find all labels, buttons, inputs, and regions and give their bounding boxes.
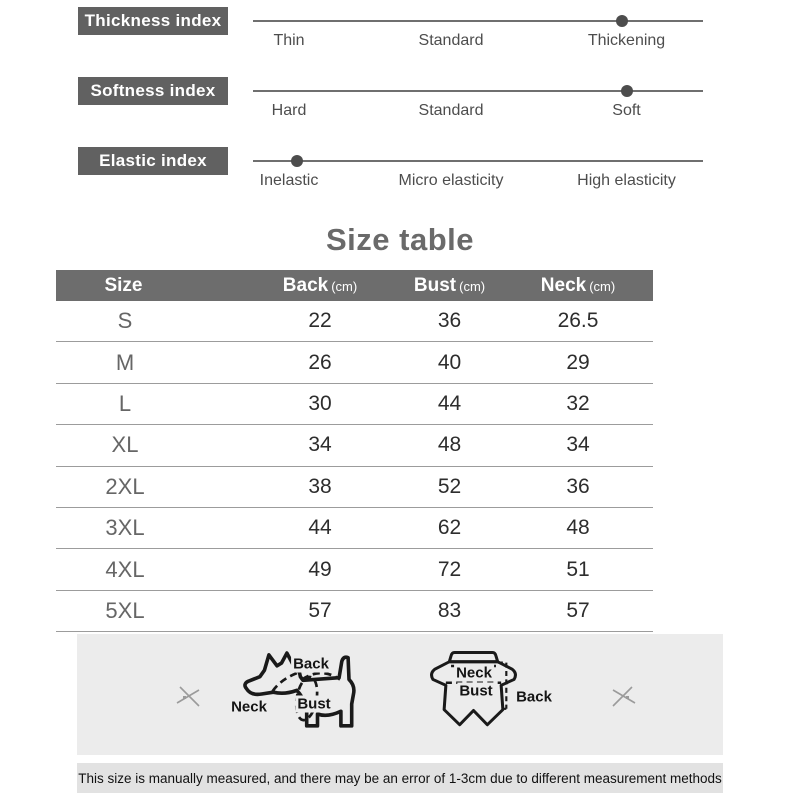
table-row: L 30 44 32 xyxy=(56,384,653,425)
garment-back-label: Back xyxy=(516,688,552,706)
carousel-next-icon[interactable] xyxy=(611,683,639,711)
thickness-index-row xyxy=(0,7,800,69)
softness-index-label-box xyxy=(78,77,228,105)
garment-neck-label: Neck xyxy=(456,664,492,682)
table-row: 3XL 44 62 48 xyxy=(56,508,653,549)
softness-slider xyxy=(253,77,703,135)
table-row: 4XL 49 72 51 xyxy=(56,549,653,590)
softness-level-hard: Hard xyxy=(271,102,307,119)
softness-level-standard: Standard xyxy=(418,102,484,119)
garment-bust-label: Bust xyxy=(459,682,493,700)
table-row: XL 34 48 34 xyxy=(56,425,653,466)
measurement-note xyxy=(77,763,723,793)
elastic-index-label-box xyxy=(78,147,228,175)
softness-slider-track xyxy=(253,90,703,92)
col-header-bust: Bust (cm) xyxy=(413,274,486,296)
table-row: M 26 40 29 xyxy=(56,342,653,383)
size-table xyxy=(56,270,653,632)
table-row: S 22 36 26.5 xyxy=(56,301,653,342)
measurement-diagram xyxy=(77,634,723,755)
measurement-note-text: This size is manually measured, and there may be an error of 1-3cm due to different measurement methods xyxy=(78,770,722,786)
elastic-level-micro: Micro elasticity xyxy=(398,172,504,189)
table-row: 5XL 57 83 57 xyxy=(56,591,653,632)
thickness-index-label: Thickness index xyxy=(84,11,222,30)
dog-neck-label: Neck xyxy=(231,698,267,716)
dog-back-label: Back xyxy=(293,655,329,673)
size-table-title: Size table xyxy=(326,222,474,257)
col-header-back: Back (cm) xyxy=(282,274,358,296)
elastic-slider-dot xyxy=(291,155,303,167)
thickness-level-thickening: Thickening xyxy=(587,32,666,49)
thickness-level-thin: Thin xyxy=(273,32,305,49)
softness-index-row xyxy=(0,77,800,139)
elastic-slider-track xyxy=(253,160,703,162)
thickness-level-standard: Standard xyxy=(418,32,484,49)
thickness-slider-dot xyxy=(616,15,628,27)
elastic-index-row xyxy=(0,147,800,209)
table-row: 2XL 38 52 36 xyxy=(56,467,653,508)
softness-level-soft: Soft xyxy=(612,102,641,119)
elastic-level-inelastic: Inelastic xyxy=(259,172,319,189)
thickness-slider xyxy=(253,7,703,65)
carousel-prev-icon[interactable] xyxy=(173,683,201,711)
size-table-header xyxy=(56,270,653,301)
col-header-neck: Neck (cm) xyxy=(540,274,616,296)
elastic-level-high: High elasticity xyxy=(577,172,676,189)
thickness-slider-track xyxy=(253,20,703,22)
thickness-index-label-box xyxy=(78,7,228,35)
elastic-index-label: Elastic index xyxy=(99,151,207,170)
col-header-size: Size xyxy=(104,274,143,296)
elastic-slider xyxy=(253,147,703,205)
softness-slider-dot xyxy=(621,85,633,97)
dog-bust-label: Bust xyxy=(297,695,331,713)
softness-index-label: Softness index xyxy=(90,81,216,100)
